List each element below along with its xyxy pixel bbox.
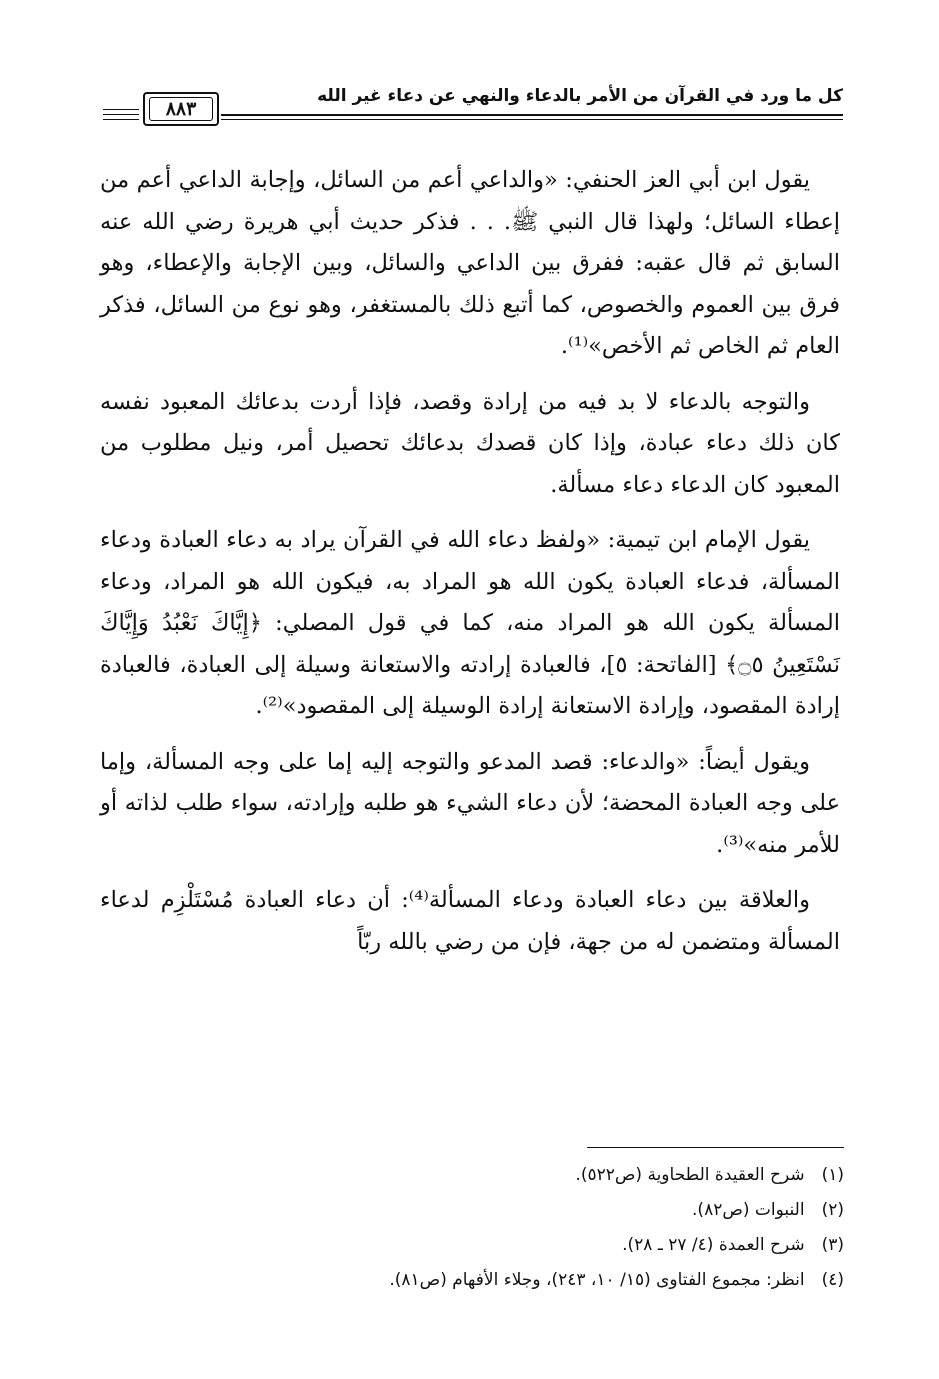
footnote-2 bbox=[100, 1193, 844, 1228]
paragraph-1: يقول ابن أبي العز الحنفي: «والداعي أعم من السائل، وإجابة الداعي أعم من إعطاء السائل؛ ولهذا قال النبي ﷺ. . . فذكر حديث أبي هريرة رضي الله عنه السابق ثم قال عقبه: ففرق بين الداعي والسائل، وبين الإجابة والإعطاء، وهو فرق بين العموم والخصوص، كما أتبع ذلك بالمستغفر، وهو نوع من السائل، فذكر العام ثم الخاص ثم الأخص»⁽¹⁾. bbox=[100, 167, 840, 359]
footnote-text: شرح العقيدة الطحاوية (ص٥٢٢). bbox=[575, 1165, 805, 1185]
main-text bbox=[100, 160, 840, 963]
page-number: ٨٨٣ bbox=[149, 97, 213, 121]
footnote-number: (٤) bbox=[821, 1270, 844, 1290]
footnote-number: (٣) bbox=[821, 1235, 844, 1255]
paragraph-3: يقول الإمام ابن تيمية: «ولفظ دعاء الله في القرآن يراد به دعاء العبادة ودعاء المسألة، فدعاء العبادة يكون الله هو المراد به، فيكون الله هو المراد، ودعاء المسألة يكون الله هو المراد منه، كما في قول المصلي: ﴿إِيَّاكَ نَعْبُدُ وَإِيَّاكَ نَسْتَعِينُ ۝٥﴾ [الفاتحة: ٥]، فالعبادة إرادته والاستعانة وسيلة إلى العبادة، فالعبادة إرادة المقصود، وإرادة الاستعانة إرادة الوسيلة إلى المقصود»⁽²⁾. bbox=[100, 527, 840, 719]
footnote-4 bbox=[100, 1263, 844, 1298]
footnote-text: النبوات (ص٨٢). bbox=[692, 1200, 805, 1220]
paragraph-2: والتوجه بالدعاء لا بد فيه من إرادة وقصد، فإذا أردت بدعائك المعبود نفسه كان ذلك دعاء عبادة، وإذا كان قصدك بدعائك تحصيل أمر، ونيل مطلوب من المعبود كان الدعاء دعاء مسألة. bbox=[100, 388, 840, 498]
page-header bbox=[103, 86, 843, 132]
footnotes bbox=[100, 1158, 844, 1298]
footnote-1 bbox=[100, 1158, 844, 1193]
header-rule-thick bbox=[221, 114, 843, 116]
running-title: كل ما ورد في القرآن من الأمر بالدعاء والنهي عن دعاء غير الله bbox=[317, 86, 843, 106]
page-number-badge bbox=[143, 92, 219, 126]
paragraph-4: ويقول أيضاً: «والدعاء: قصد المدعو والتوجه إليه إما على وجه المسألة، وإما على وجه العبادة المحضة؛ لأن دعاء الشيء هو طلبه وإرادته، سواء طلب لذاته أو للأمر منه»⁽³⁾. bbox=[100, 748, 840, 858]
footnote-3 bbox=[100, 1228, 844, 1263]
header-left-rules bbox=[103, 109, 139, 121]
footnote-text: شرح العمدة (٤/ ٢٧ ـ ٢٨). bbox=[622, 1235, 805, 1255]
footnote-separator bbox=[587, 1147, 844, 1148]
footnote-text: انظر: مجموع الفتاوى (١٥/ ١٠، ٢٤٣)، وجلاء الأفهام (ص٨١). bbox=[389, 1270, 805, 1290]
footnote-number: (١) bbox=[821, 1165, 844, 1185]
header-rule-thin bbox=[221, 119, 843, 120]
paragraph-5: والعلاقة بين دعاء العبادة ودعاء المسألة⁽⁴⁾: أن دعاء العبادة مُسْتَلْزِم لدعاء المسألة ومتضمن له من جهة، فإن من رضي بالله ربّاً bbox=[100, 887, 840, 955]
footnote-number: (٢) bbox=[821, 1200, 844, 1220]
